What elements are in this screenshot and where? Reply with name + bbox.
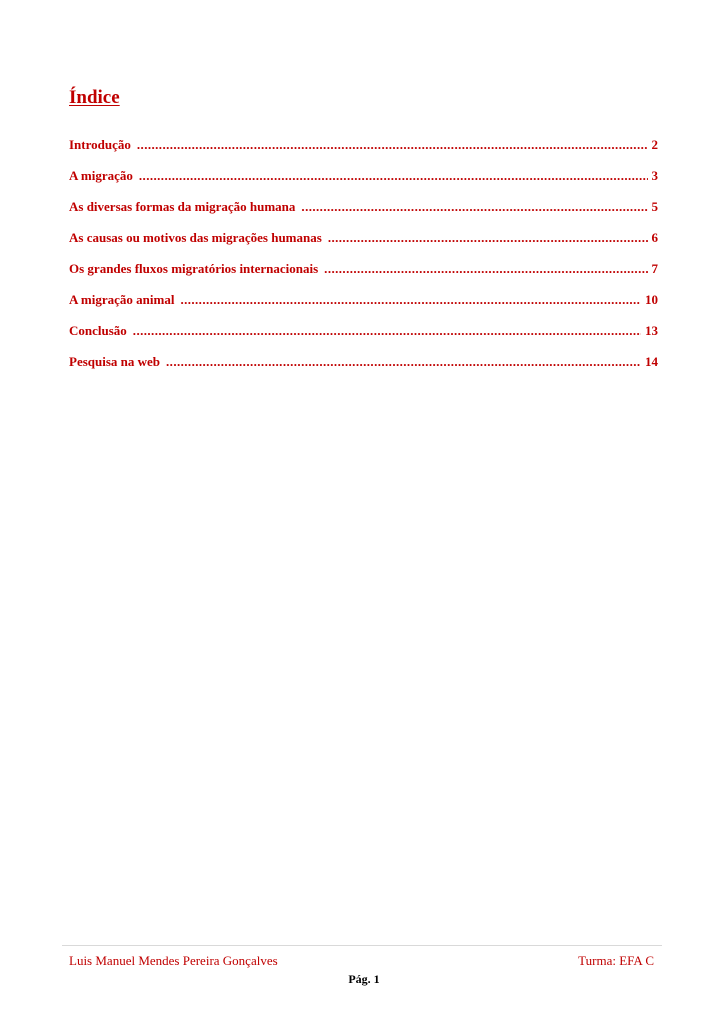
- footer-page-number: Pág. 1: [348, 972, 380, 986]
- dot-leader: [180, 291, 641, 309]
- toc-entry-formas-migracao[interactable]: [69, 198, 658, 229]
- toc-entry-page: 14: [645, 354, 658, 369]
- table-of-contents: [69, 136, 658, 384]
- footer-divider: [62, 945, 662, 946]
- toc-entry-page: 10: [645, 292, 658, 307]
- toc-entry-label: A migração: [69, 168, 133, 183]
- toc-entry-label: Introdução: [69, 137, 131, 152]
- dot-leader: [324, 260, 647, 278]
- toc-entry-label: Os grandes fluxos migratórios internacionais: [69, 261, 319, 276]
- toc-entry-conclusao[interactable]: [69, 322, 658, 353]
- toc-entry-page: 3: [651, 168, 658, 183]
- dot-leader: [301, 198, 647, 216]
- toc-entry-introducao[interactable]: [69, 136, 658, 167]
- toc-entry-label: Conclusão: [69, 323, 127, 338]
- toc-entry-a-migracao[interactable]: [69, 167, 658, 198]
- toc-entry-label: As causas ou motivos das migrações humanas: [69, 230, 322, 245]
- footer-author: Luis Manuel Mendes Pereira Gonçalves: [69, 953, 278, 968]
- toc-entry-label: Pesquisa na web: [69, 354, 161, 369]
- dot-leader: [139, 167, 648, 185]
- toc-entry-pesquisa-web[interactable]: [69, 353, 658, 384]
- toc-title: Índice: [69, 87, 120, 108]
- toc-entry-label: As diversas formas da migração humana: [69, 199, 296, 214]
- toc-entry-migracao-animal[interactable]: [69, 291, 658, 322]
- toc-entry-page: 7: [651, 261, 658, 276]
- toc-entry-page: 13: [645, 323, 658, 338]
- toc-entry-label: A migração animal: [69, 292, 175, 307]
- toc-entry-causas-migracoes[interactable]: [69, 229, 658, 260]
- dot-leader: [137, 136, 648, 154]
- toc-entry-page: 6: [651, 230, 658, 245]
- dot-leader: [328, 229, 648, 247]
- footer-class: Turma: EFA C: [578, 953, 654, 968]
- dot-leader: [166, 353, 641, 371]
- toc-entry-page: 2: [651, 137, 658, 152]
- toc-entry-fluxos-migratorios[interactable]: [69, 260, 658, 291]
- toc-entry-page: 5: [651, 199, 658, 214]
- dot-leader: [133, 322, 641, 340]
